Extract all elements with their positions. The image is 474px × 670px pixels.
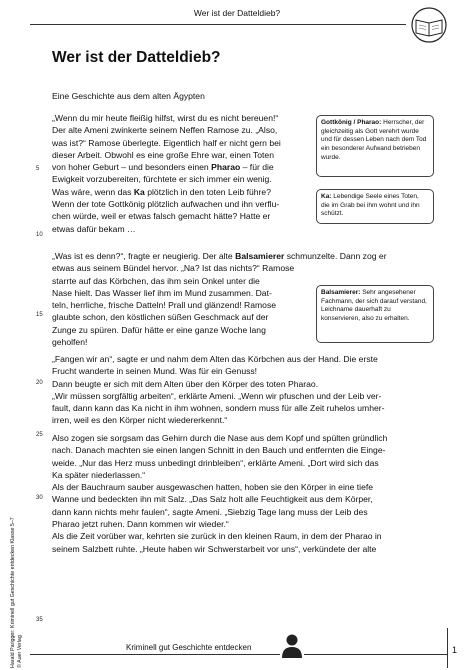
line-number: 10	[36, 232, 43, 238]
text-line: Was wäre, wenn das Ka plötzlich in den toten Leib führe?	[52, 186, 271, 197]
text-line: von hoher Geburt – und besonders einen Pharao – für die	[52, 162, 274, 173]
text-line: seinem Salzbett ruhte. „Heute haben wir Schwerstarbeit vor uns“, verkündete der alte	[52, 543, 377, 554]
footer-rule	[304, 654, 448, 655]
detective-icon	[280, 632, 304, 658]
page-header	[0, 0, 474, 30]
footer-text: Kriminell gut Geschichte entdecken	[126, 643, 252, 652]
text-line: Pharao jetzt ruhen. Dann kommen wir wieder.“	[52, 519, 229, 530]
page-subtitle: Eine Geschichte aus dem alten Ägypten	[52, 91, 205, 101]
text-line: fault, dann kann das Ka nicht in ihm wohnen, sondern muss für alle Zeit ruhelos umher-	[52, 403, 385, 414]
text-line: Wenn der tote Gottkönig plötzlich aufwachen und ihn verflu-	[52, 199, 280, 210]
text-line: Frucht wanderte in seinen Mund. Was für ein Genuss!	[52, 366, 258, 377]
text-line: Dann beugte er sich mit dem Alten über den Körper des toten Pharao.	[52, 378, 319, 389]
text-line: Als die Zeit vorüber war, kehrten sie zurück in den kleinen Raum, in dem der Pharao in	[52, 531, 382, 542]
line-number: 30	[36, 495, 43, 501]
glossary-term: Gottkönig / Pharao:	[321, 119, 382, 126]
text-line: Als der Bauchraum sauber ausgewaschen hatten, hoben sie den Körper in eine tiefe	[52, 482, 374, 493]
credit-line: Harald Parigger: Kriminell gut Geschichte entdecken Klasse 5–7	[10, 517, 16, 668]
glossary-box-ka	[316, 189, 434, 224]
paragraph-1	[52, 112, 281, 235]
footer-divider	[447, 628, 448, 668]
text-line: chen würde, weil er etwas falsch gemacht hätte? Hatte er	[52, 211, 271, 222]
line-number: 35	[36, 617, 43, 623]
text-line: irren, weil es den Körper nicht wiedererkennt.“	[52, 415, 228, 426]
glossary-box-balsamierer	[316, 285, 434, 343]
text-line: „Wenn du mir heute fleißig hilfst, wirst du es nicht bereuen!“	[52, 113, 279, 123]
line-number: 20	[36, 380, 43, 386]
footer-rule	[30, 654, 280, 655]
text-line: starrte auf das Körbchen, das ihm sein Onkel unter die	[52, 275, 260, 286]
text-line: „Wir müssen sorgfältig arbeiten“, erklärte Ameni. „Wenn wir pfuschen und der Leib ver-	[52, 390, 382, 401]
text-line: dieser Arbeit. Obwohl es eine große Ehre war, einen Toten	[52, 149, 274, 160]
line-number: 15	[36, 312, 43, 318]
header-rule	[30, 24, 406, 25]
text-line: dann kann nichts mehr faulen“, sagte Ameni. „Siebzig Tage lang muss der Leib des	[52, 506, 368, 517]
text-line: etwas aus seinem Bündel hervor. „Na? Ist das nichts?“ Ramose	[52, 263, 295, 274]
text-line: Ka später niederlassen.“	[52, 469, 146, 480]
text-line: geholfen!	[52, 337, 88, 348]
text-line: „Fangen wir an“, sagte er und nahm dem Alten das Körbchen aus der Hand. Die erste	[52, 354, 378, 364]
book-icon	[408, 7, 450, 43]
text-line: Zunge zu spüren. Dafür hätte er eine ganze Woche lang	[52, 324, 266, 335]
text-line: was ist?“ Ramose überlegte. Eigentlich half er nicht gern bei	[52, 137, 281, 148]
text-line: Wanne und bedeckten ihn mit Salz. „Das Salz holt alle Feuchtigkeit aus dem Körper,	[52, 494, 373, 505]
glossary-definition: Lebendige Seele eines Toten, die im Grab bei ihm wohnt und ihn schützt.	[321, 193, 420, 218]
line-number: 25	[36, 432, 43, 438]
glossary-term: Ka:	[321, 193, 332, 200]
text-line: nach. Danach machten sie einen langen Schnitt in den Bauch und entfernten die Einge-	[52, 445, 386, 456]
text-line: Also zogen sie sorgsam das Gehirn durch die Nase aus dem Kopf und spülten gründlich	[52, 433, 388, 443]
side-credit	[8, 517, 23, 670]
text-line: teln, herrliche, frische Datteln! Prall und glänzend! Ramose	[52, 300, 277, 311]
glossary-term: Balsamierer:	[321, 289, 361, 296]
text-line: „Was ist es denn?“, fragte er neugierig. Der alte Balsamierer schmunzelte. Dann zog er	[52, 251, 387, 261]
text-line: weide. „Nur das Herz muss unbedingt drinbleiben“, erklärte Ameni. „Dort wird sich das	[52, 457, 379, 468]
glossary-box-pharao	[316, 115, 434, 177]
text-line: glaubte schon, den köstlichen süßen Geschmack auf der	[52, 312, 269, 323]
glossary-definition: Herrscher, der gleichzeitig als Gott verehrt wurde und für dessen Leben nach dem Tod ein besonderer Aufwand betrieben wurde.	[321, 119, 427, 161]
paragraph-4	[52, 432, 387, 555]
text-line: Der alte Ameni zwinkerte seinem Neffen Ramose zu. „Also,	[52, 125, 278, 136]
credit-line: © Auer Verlag	[16, 635, 23, 668]
line-number: 5	[36, 166, 40, 172]
header-title: Wer ist der Datteldieb?	[193, 8, 281, 18]
text-line: Nase hielt. Das Wasser lief ihm im Mund zusammen. Dat-	[52, 287, 272, 298]
paragraph-3	[52, 353, 384, 427]
page-number: 1	[452, 645, 458, 655]
text-line: Ewigkeit vorzubereiten, fürchtete er sich immer ein wenig.	[52, 174, 272, 185]
page-title: Wer ist der Datteldieb?	[52, 49, 221, 66]
glossary-definition: Sehr angesehener Fachmann, der sich darauf verstand, Leichname dauerhaft zu konservieren, also zu erhalten.	[321, 289, 427, 323]
text-line: etwas dafür bekam …	[52, 223, 136, 234]
